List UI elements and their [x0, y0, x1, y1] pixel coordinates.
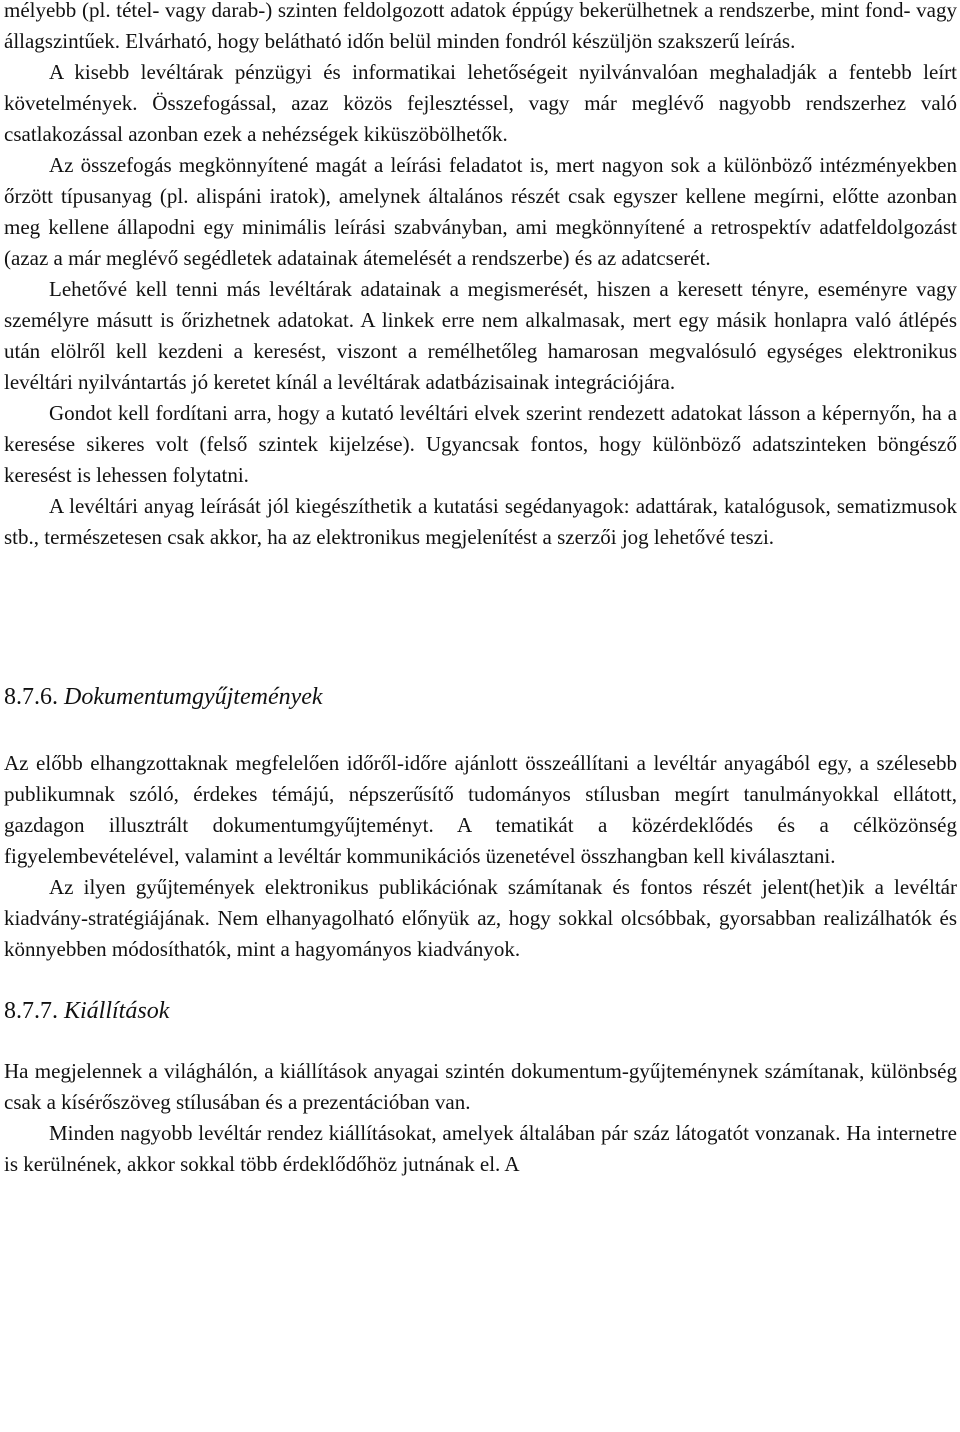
paragraph: Az előbb elhangzottaknak megfelelően időről-időre ajánlott összeállítani a levéltár anyagából egy, a szélesebb publikumnak szóló, érdekes témájú, népszerűsítő tudományos stílusban megírt tanulmányokkal ellátott, gazdagon illusztrált dokumentumgyűjteményt. A tematikát a közérdeklődés és a célközönség figyelembevételével, valamint a levéltár kommunikációs üzenetével összhangban kell kiválasztani. — [4, 751, 957, 868]
paragraph: Minden nagyobb levéltár rendez kiállításokat, amelyek általában pár száz látogatót vonzanak. Ha internetre is kerülnének, akkor sokkal több érdeklődőhöz jutnának el. A — [4, 1121, 957, 1176]
paragraph: A kisebb levéltárak pénzügyi és informatikai lehetőségeit nyilvánvalóan meghaladják a fentebb leírt követelmények. Összefogással, azaz közös fejlesztéssel, vagy már meglévő nagyobb rendszerhez való csatlakozással azonban ezek a nehézségek kiküszöbölhetők. — [4, 60, 957, 146]
paragraph: Gondot kell fordítani arra, hogy a kutató levéltári elvek szerint rendezett adatokat lásson a képernyőn, ha a keresése sikeres volt (felső szintek kijelzése). Ugyancsak fontos, hogy különböző adatszinteken böngésző keresést is lehessen folytatni. — [4, 401, 957, 487]
section-heading-dokumentumgyujtemenyek — [4, 682, 957, 713]
section-heading-kiallitasok — [4, 996, 957, 1027]
section-title: Kiállítások — [64, 998, 170, 1024]
paragraph: mélyebb (pl. tétel- vagy darab-) szinten feldolgozott adatok éppúgy bekerülhetnek a rendszerbe, mint fond- vagy állagszintűek. Elvárható, hogy belátható időn belül minden fondról készüljön szakszerű leírás. — [4, 0, 957, 53]
paragraph: Ha megjelennek a világhálón, a kiállítások anyagai szintén dokumentum-gyűjteménynek számítanak, különbség csak a kísérőszöveg stílusában és a prezentációban van. — [4, 1059, 957, 1114]
section-number: 8.7.6. — [4, 684, 58, 710]
paragraph: Az ilyen gyűjtemények elektronikus publikációnak számítanak és fontos részét jelent(het)ik a levéltár kiadvány-stratégiájának. Nem elhanyagolható előnyük az, hogy sokkal olcsóbbak, gyorsabban realizálhatók és könnyebben módosíthatók, mint a hagyományos kiadványok. — [4, 875, 957, 961]
section-title: Dokumentumgyűjtemények — [64, 684, 323, 710]
document-page — [4, 0, 957, 1180]
section-number: 8.7.7. — [4, 998, 58, 1024]
paragraph: A levéltári anyag leírását jól kiegészíthetik a kutatási segédanyagok: adattárak, katalógusok, sematizmusok stb., természetesen csak akkor, ha az elektronikus megjelenítést a szerzői jog lehetővé teszi. — [4, 494, 957, 549]
paragraph: Az összefogás megkönnyítené magát a leírási feladatot is, mert nagyon sok a különböző intézményekben őrzött típusanyag (pl. alispáni iratok), amelynek általános részét csak egyszer kellene megírni, előtte azonban meg kellene állapodni egy minimális leírási szabványban, ami megkönnyítené a retrospektív adatfeldolgozást (azaz a már meglévő segédletek adatainak átemelését a rendszerbe) és az adatcserét. — [4, 153, 957, 270]
paragraph: Lehetővé kell tenni más levéltárak adatainak a megismerését, hiszen a keresett tényre, eseményre vagy személyre másutt is őrizhetnek adatokat. A linkek erre nem alkalmasak, mert egy másik honlapra való átlépés után elölről kell kezdeni a keresést, viszont a remélhetőleg hamarosan megvalósuló egységes elektronikus levéltári nyilvántartás jó keretet kínál a levéltárak adatbázisainak integrációjára. — [4, 277, 957, 394]
